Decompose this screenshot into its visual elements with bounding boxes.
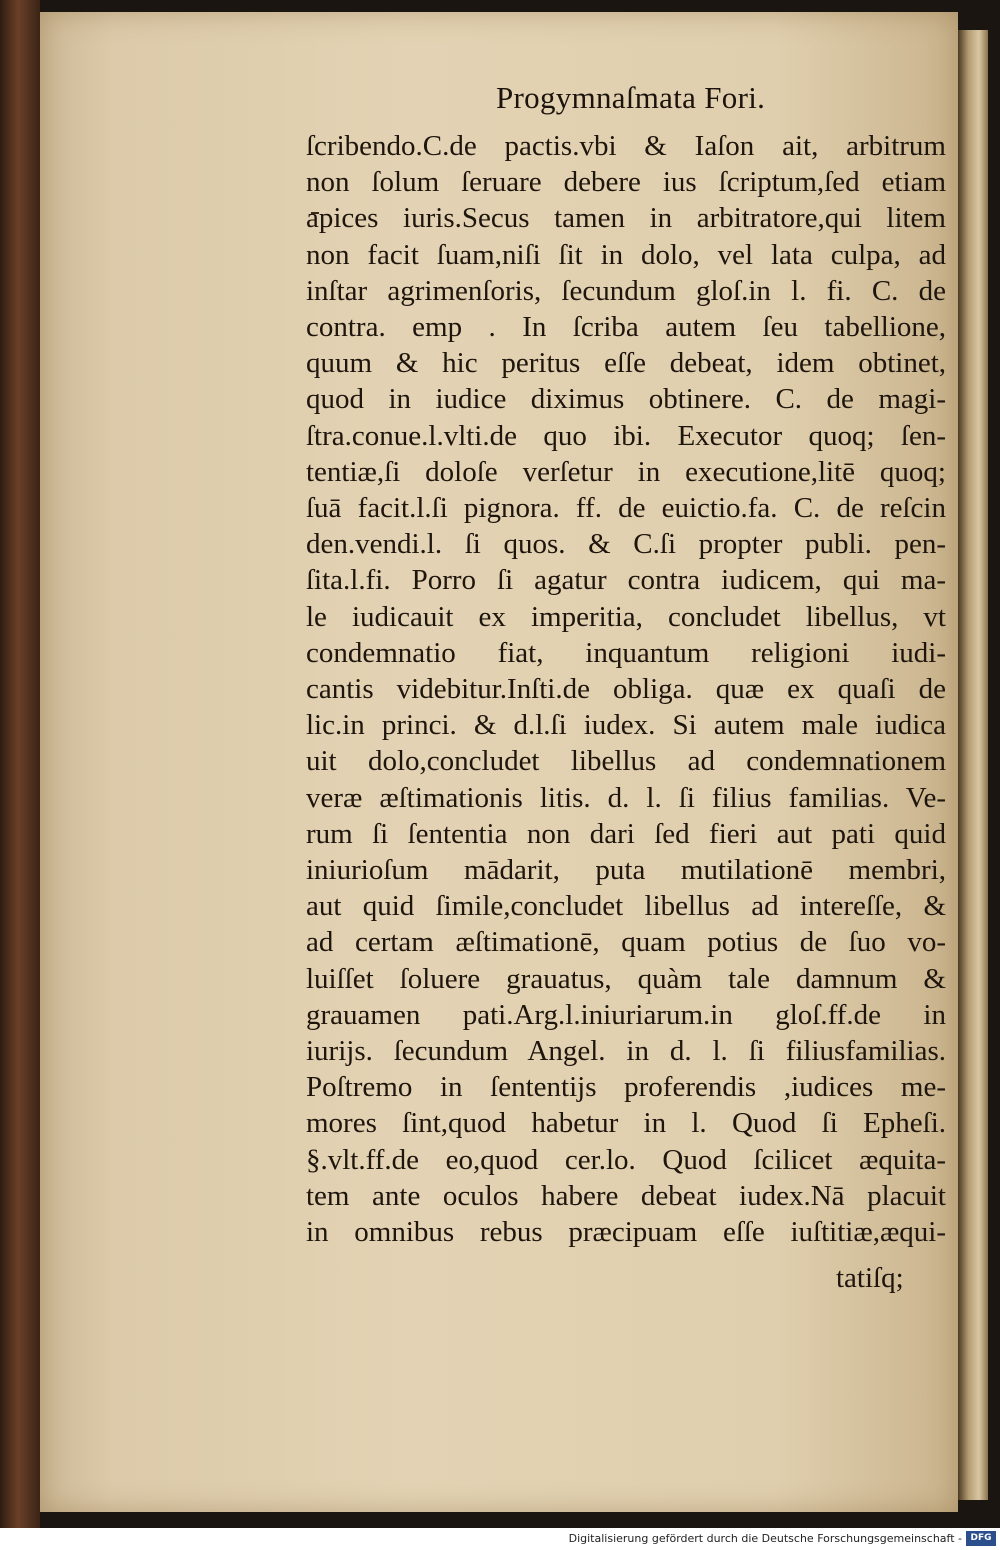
text-line: iurijs. ſecundum Angel. in d. l. ſi filiusfamilias.	[306, 1035, 946, 1068]
text-line: mores ſint,quod habetur in l. Quod ſi Epheſi.	[306, 1107, 946, 1140]
funding-credit: Digitalisierung gefördert durch die Deutsche Forschungsgemeinschaft -	[568, 1532, 962, 1545]
text-line: rum ſi ſententia non dari ſed fieri aut pati quid	[306, 817, 946, 850]
book-cover-edge	[0, 0, 40, 1528]
text-line: den.vendi.l. ſi quos. & C.ſi propter publi. pen-	[306, 528, 946, 561]
text-line: cantis videbitur.Inſti.de obliga. quæ ex quaſi de	[306, 673, 946, 706]
text-line: ſtra.conue.l.vlti.de quo ibi. Executor quoq; ſen-	[306, 419, 946, 452]
running-head: Progymnaſmata Fori.	[496, 80, 766, 115]
text-line: quod in iudice diximus obtinere. C. de magi-	[306, 383, 946, 416]
text-line: apices iuris.Secus tamen in arbitratore,qui litem	[306, 202, 946, 235]
text-line: §.vlt.ff.de eo,quod cer.lo. Quod ſcilicet æquita-	[306, 1143, 946, 1176]
text-line: ſita.l.fi. Porro ſi agatur contra iudicem, qui ma-	[306, 564, 946, 597]
text-line: le iudicauit ex imperitia, concludet libellus, vt	[306, 600, 946, 633]
text-line: grauamen pati.Arg.l.iniuriarum.in gloſ.ff.de in	[306, 998, 946, 1031]
text-line: tem ante oculos habere debeat iudex.Nā placuit	[306, 1179, 946, 1212]
catchword: tatiſq;	[836, 1262, 904, 1294]
text-line: iniurioſum mādarit, puta mutilationē membri,	[306, 854, 946, 887]
text-line: aut quid ſimile,concludet libellus ad intereſſe, &	[306, 890, 946, 923]
text-line: veræ æſtimationis litis. d. l. ſi filius familias. Ve-	[306, 781, 946, 814]
text-line: ad certam æſtimationē, quam potius de ſuo vo-	[306, 926, 946, 959]
text-line: non ſolum ſeruare debere ius ſcriptum,ſed etiam	[306, 166, 946, 199]
text-line: quum & hic peritus eſſe debeat, idem obtinet,	[306, 347, 946, 380]
text-line: in omnibus rebus præcipuam eſſe iuſtitiæ,æqui-	[306, 1216, 946, 1249]
text-line: inſtar agrimenſoris, ſecundum gloſ.in l. fi. C. de	[306, 274, 946, 307]
text-line: ſuā facit.l.ſi pignora. ff. de euictio.fa. C. de reſcin	[306, 492, 946, 525]
text-line: uit dolo,concludet libellus ad condemnationem	[306, 745, 946, 778]
text-line: luiſſet ſoluere grauatus, quàm tale damnum &	[306, 962, 946, 995]
page-edge	[958, 30, 988, 1500]
digitization-footer	[0, 1528, 1000, 1550]
text-line: Poſtremo in ſententijs proferendis ,iudices me-	[306, 1071, 946, 1104]
dfg-logo: DFG	[966, 1531, 996, 1546]
text-line: condemnatio fiat, inquantum religioni iudi-	[306, 636, 946, 669]
text-line: ſcribendo.C.de pactis.vbi & Iaſon ait, arbitrum	[306, 130, 946, 162]
body-text	[306, 128, 946, 1250]
text-line: non facit ſuam,niſi ſit in dolo, vel lata culpa, ad	[306, 238, 946, 271]
text-line: contra. emp . In ſcriba autem ſeu tabellione,	[306, 311, 946, 344]
text-line: tentiæ,ſi doloſe verſetur in executione,litē quoq;	[306, 455, 946, 488]
text-line: lic.in princi. & d.l.ſi iudex. Si autem male iudica	[306, 709, 946, 742]
